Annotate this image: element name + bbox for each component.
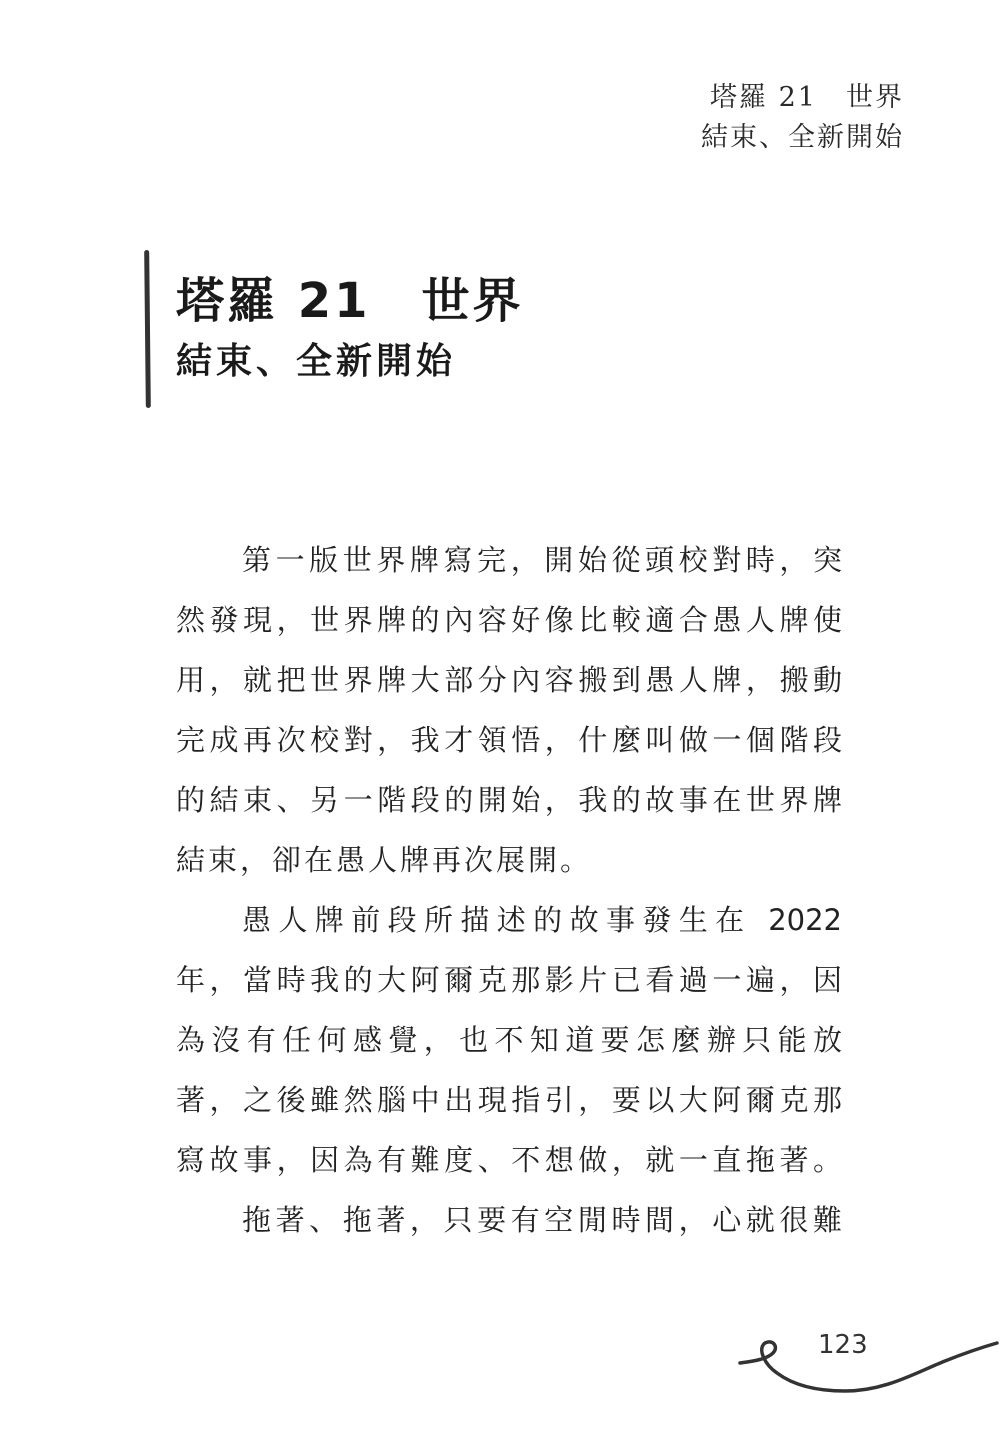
- decorative-swirl-icon: [735, 1325, 1000, 1405]
- body-line: 為沒有任何感覺，也不知道要怎麼辦只能放: [176, 1023, 842, 1057]
- body-line: 著，之後雖然腦中出現指引，要以大阿爾克那: [176, 1083, 842, 1117]
- body-line: 第一版世界牌寫完，開始從頭校對時，突: [242, 543, 842, 577]
- title-accent-bar: [144, 250, 151, 408]
- chapter-subtitle: 結束、全新開始: [176, 341, 457, 382]
- body-line: 結束，卻在愚人牌再次展開。: [176, 843, 593, 877]
- body-text: [176, 530, 842, 1250]
- page-number: 123: [818, 1330, 868, 1360]
- body-line: 愚人牌前段所描述的故事發生在 2022: [242, 903, 842, 937]
- running-header-subtitle: 結束、全新開始: [701, 122, 904, 153]
- chapter-title: 塔羅 21 世界: [176, 273, 524, 329]
- body-line: 然發現，世界牌的內容好像比較適合愚人牌使: [176, 603, 842, 637]
- running-header-title: 塔羅 21 世界: [710, 82, 904, 113]
- body-line: 寫故事，因為有難度、不想做，就一直拖著。: [176, 1143, 842, 1177]
- body-line: 的結束、另一階段的開始，我的故事在世界牌: [176, 783, 842, 817]
- body-line: 用，就把世界牌大部分內容搬到愚人牌，搬動: [176, 663, 842, 697]
- body-line: 拖著、拖著，只要有空閒時間，心就很難: [242, 1203, 842, 1237]
- running-header: [701, 78, 904, 158]
- body-line: 年，當時我的大阿爾克那影片已看過一遍，因: [176, 963, 842, 997]
- body-line: 完成再次校對，我才領悟，什麼叫做一個階段: [176, 723, 842, 757]
